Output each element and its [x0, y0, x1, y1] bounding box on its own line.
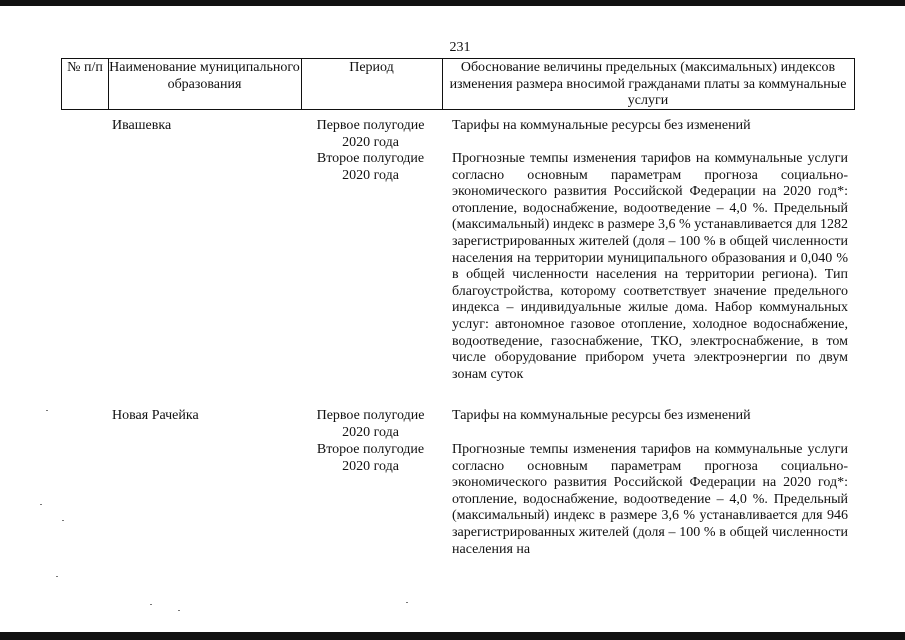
scan-speck — [62, 520, 64, 521]
bottom-scan-border — [0, 632, 905, 640]
scan-speck — [150, 604, 152, 605]
header-number: № п/п — [61, 58, 109, 110]
scan-speck — [40, 504, 42, 505]
justification-text: Прогнозные темпы изменения тарифов на коммунальные услуги согласно основным параметрам прогноза социально-экономического развития Российской Федерации на 2020 год*: отопление, водоснабжение, водоотведение – 4,0 %. Предельный (максимальный) индекс в размере 3,6 % устанавливается для 946 зарегистрированных жителей (доля – 100 % в общей численности населения на — [452, 442, 848, 557]
period-second-half: Второе полугодие 2020 года — [316, 442, 425, 474]
justification-text: Тарифы на коммунальные ресурсы без изменений — [452, 408, 751, 423]
period-second-half: Второе полугодие 2020 года — [316, 151, 425, 183]
justification-text: Тарифы на коммунальные ресурсы без изменений — [452, 118, 751, 133]
period-first-half: Первое полугодие 2020 года — [316, 118, 425, 150]
header-period: Период — [301, 58, 443, 110]
header-municipality: Наименование муниципального образования — [108, 58, 302, 110]
top-scan-border — [0, 0, 905, 6]
page-number: 231 — [449, 40, 471, 55]
scan-speck — [178, 610, 180, 611]
municipality-name: Ивашевка — [112, 118, 172, 133]
justification-text: Прогнозные темпы изменения тарифов на коммунальные услуги согласно основным параметрам прогноза социально-экономического развития Российской Федерации на 2020 год*: отопление, водоснабжение, водоотведение – 4,0 %. Предельный (максимальный) индекс в размере 3,6 % устанавливается для 1282 зарегистрированных жителей (доля – 100 % в общей численности населения на территории муниципального образования и 0,040 % в общей численности населения на территории региона). Тип благоустройства, которому соответствует значение предельного индекса – индивидуальные жилые дома. Набор коммунальных услуг: автономное газовое отопление, холодное водоснабжение, водоотведение, газоснабжение, ТКО, электроснабжение, в том числе оборудование прибором учета электроэнергии по двум зонам суток — [452, 151, 848, 382]
scan-speck — [46, 410, 48, 411]
scan-speck — [406, 602, 408, 603]
municipality-name: Новая Рачейка — [112, 408, 199, 423]
header-justification: Обоснование величины предельных (максимальных) индексов изменения размера вносимой гражданами платы за коммунальные услуги — [442, 58, 855, 110]
period-first-half: Первое полугодие 2020 года — [316, 408, 425, 440]
scan-speck — [56, 576, 58, 577]
